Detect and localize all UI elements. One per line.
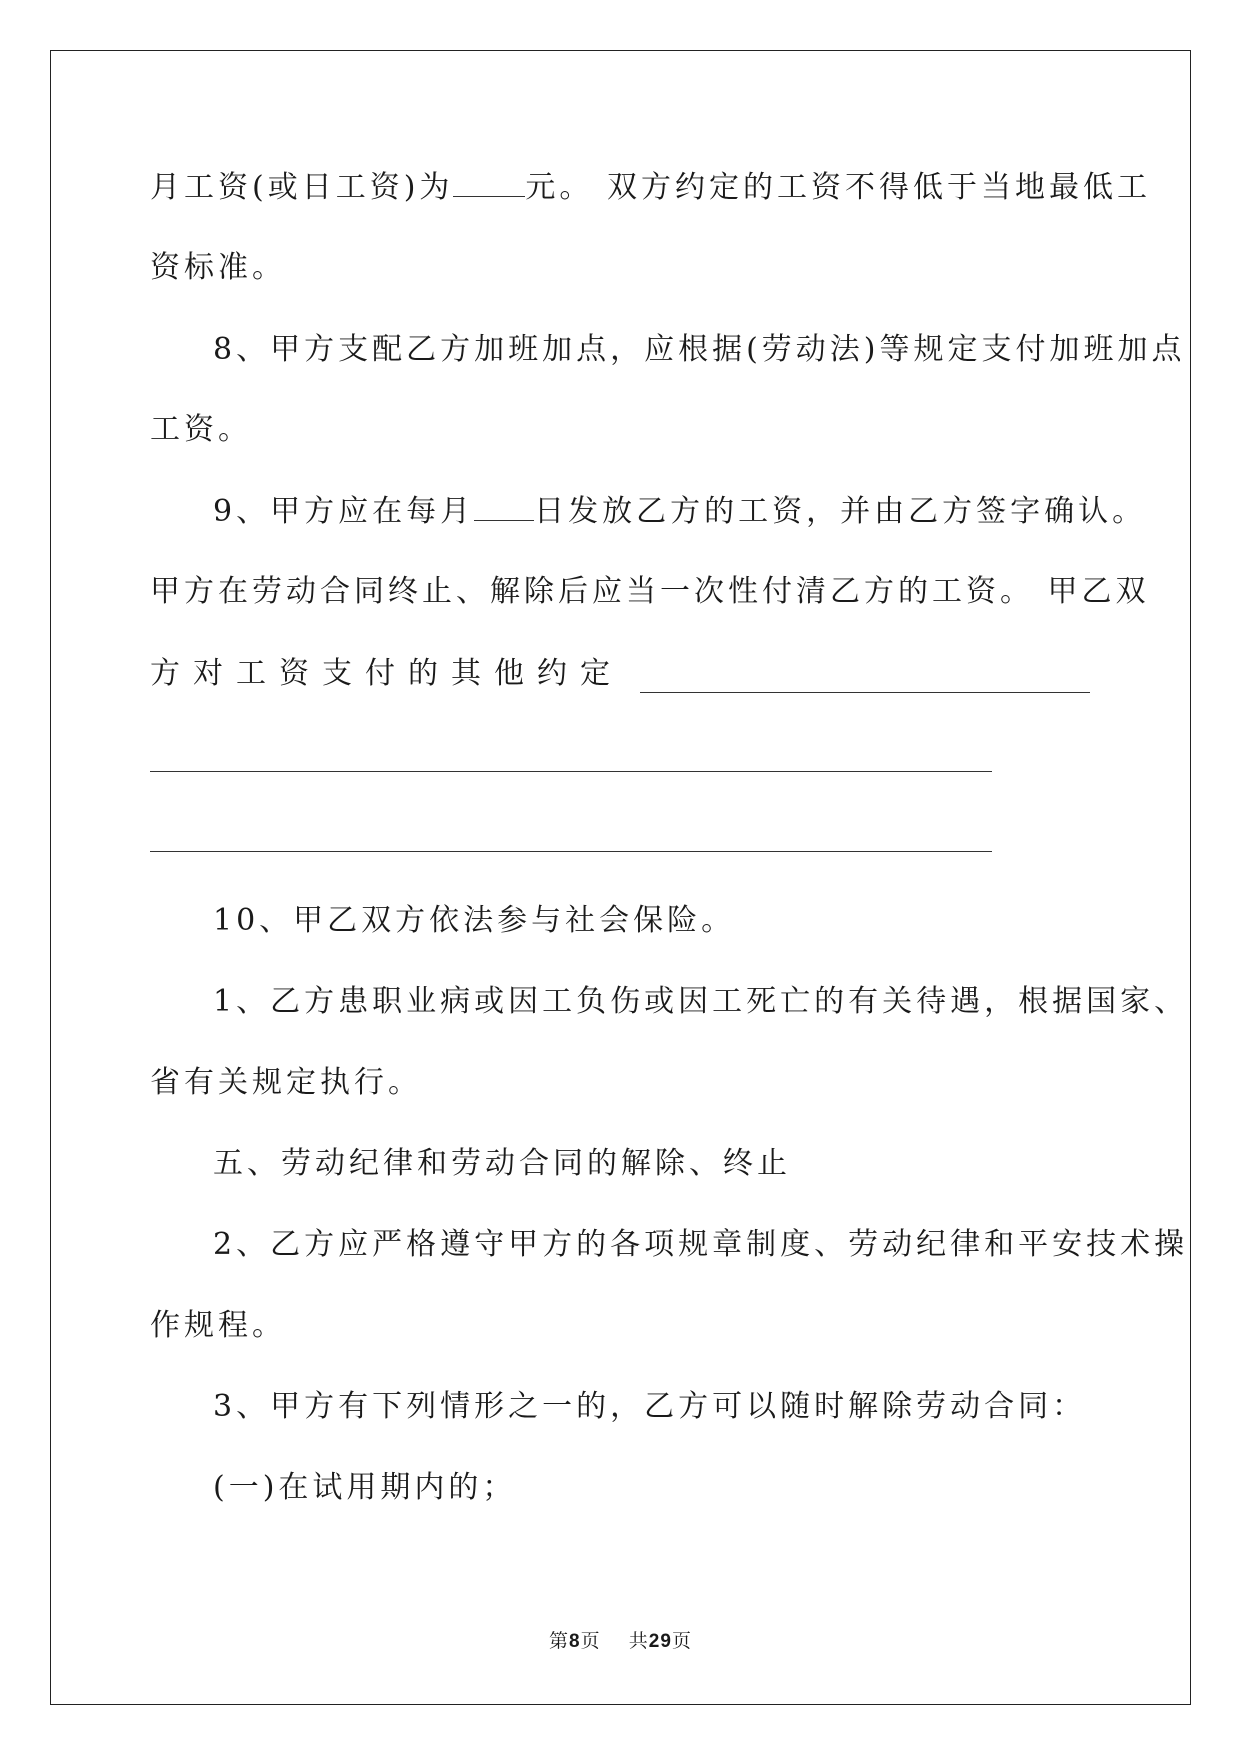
payday-text: 日发放乙方的工资，并由乙方签字确认。 [534,494,1147,529]
paragraph-line-4: 工资。 [150,412,252,447]
paragraph-line-1 [150,170,1151,206]
paragraph-line-13: 作规程。 [150,1308,286,1343]
paragraph-line-7: 方对工资支付的其他约定 [150,656,623,691]
page-footer [0,1629,1241,1654]
section-heading-five: 五、劳动纪律和劳动合同的解除、终止 [213,1146,791,1181]
blank-line-2[interactable] [150,851,992,852]
paragraph-line-5 [213,494,1146,530]
paragraph-line-8: 10、甲乙双方依法参与社会保险。 [213,903,736,938]
paragraph-line-6: 甲方在劳动合同终止、解除后应当一次性付清乙方的工资。 甲乙双 [150,574,1150,609]
footer-mid: 页 共 [580,1630,649,1652]
page-number: 8 [569,1631,581,1652]
footer-prefix: 第 [549,1630,570,1652]
paragraph-line-14: 3、甲方有下列情形之一的，乙方可以随时解除劳动合同： [213,1389,1087,1424]
total-pages: 29 [648,1631,672,1652]
wage-amount-blank[interactable] [453,170,525,197]
page-border [50,50,1191,1705]
paragraph-line-15: (一)在试用期内的； [213,1470,517,1505]
paragraph-line-3: 8、甲方支配乙方加班加点，应根据(劳动法)等规定支付加班加点 [213,332,1186,367]
wage-text: 元。 双方约定的工资不得低于当地最低工 [525,170,1151,205]
other-agreement-blank[interactable] [640,692,1090,693]
blank-line-1[interactable] [150,771,992,772]
payday-blank[interactable] [474,494,534,521]
wage-label: 月工资(或日工资)为 [150,170,454,205]
paragraph-line-9: 1、乙方患职业病或因工负伤或因工死亡的有关待遇，根据国家、 [213,984,1189,1019]
paragraph-line-12: 2、乙方应严格遵守甲方的各项规章制度、劳动纪律和平安技术操 [213,1227,1189,1262]
paragraph-line-10: 省有关规定执行。 [150,1065,422,1100]
footer-suffix: 页 [671,1630,692,1652]
paragraph-line-2: 资标准。 [150,250,286,285]
payday-label: 9、甲方应在每月 [213,494,475,529]
